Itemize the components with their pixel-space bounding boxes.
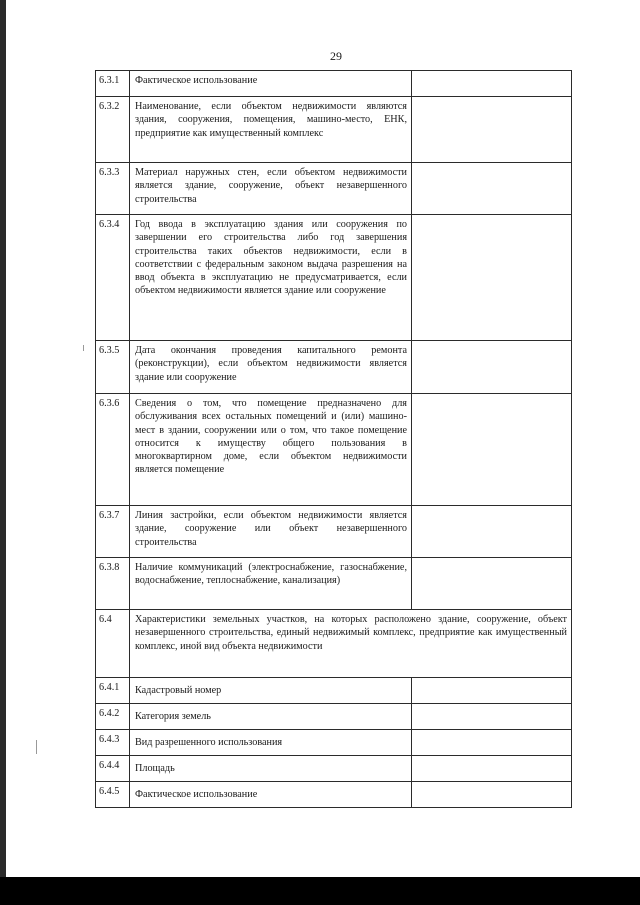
- table-row: [96, 704, 572, 730]
- row-number: 6.3.8: [96, 558, 130, 610]
- scan-left-edge: [0, 0, 6, 905]
- row-value: [412, 163, 572, 215]
- row-number: 6.4.4: [96, 756, 130, 782]
- row-label: Наименование, если объектом недвижимости являются здания, сооружения, помещения, машино-место, ЕНК, предприятие как имущественный комплекс: [130, 97, 412, 163]
- row-label: Площадь: [130, 756, 412, 782]
- row-number: 6.3.5: [96, 341, 130, 394]
- row-label: Категория земель: [130, 704, 412, 730]
- table-row: [96, 163, 572, 215]
- row-label: Линия застройки, если объектом недвижимости является здание, сооружение или объект незавершенного строительства: [130, 506, 412, 558]
- row-label: Фактическое использование: [130, 782, 412, 808]
- row-label: Год ввода в эксплуатацию здания или сооружения по завершении его строительства либо год завершения строительства таких объектов недвижимости, если в соответствии с федеральным законом выдача разрешения на ввод объекта в эксплуатацию не предусматривается, если объектом недвижимости является здание или сооружение: [130, 215, 412, 341]
- row-number: 6.3.3: [96, 163, 130, 215]
- row-label: Материал наружных стен, если объектом недвижимости является здание, сооружение, объект незавершенного строительства: [130, 163, 412, 215]
- table-row: [96, 341, 572, 394]
- row-value: [412, 558, 572, 610]
- scan-mark: [83, 345, 84, 351]
- section-heading: Характеристики земельных участков, на которых расположено здание, сооружение, объект незавершенного строительства, единый недвижимый комплекс, предприятие как имущественный комплекс, иной вид объекта недвижимости: [130, 610, 572, 678]
- document-table-container: [95, 70, 572, 808]
- row-label: Кадастровый номер: [130, 678, 412, 704]
- row-number: 6.4.1: [96, 678, 130, 704]
- row-value: [412, 506, 572, 558]
- document-table: [95, 70, 572, 808]
- row-value: [412, 394, 572, 506]
- row-value: [412, 756, 572, 782]
- table-row: [96, 558, 572, 610]
- row-number: 6.3.2: [96, 97, 130, 163]
- row-number: 6.4: [96, 610, 130, 678]
- row-number: 6.3.4: [96, 215, 130, 341]
- table-row: [96, 610, 572, 678]
- row-value: [412, 678, 572, 704]
- table-row: [96, 730, 572, 756]
- row-value: [412, 341, 572, 394]
- table-row: [96, 394, 572, 506]
- table-row: [96, 756, 572, 782]
- row-number: 6.3.7: [96, 506, 130, 558]
- page-number: 29: [330, 49, 342, 63]
- row-label: Фактическое использование: [130, 71, 412, 97]
- row-value: [412, 215, 572, 341]
- row-label: Наличие коммуникаций (электроснабжение, газоснабжение, водоснабжение, теплоснабжение, канализация): [130, 558, 412, 610]
- table-row: [96, 71, 572, 97]
- row-number: 6.4.2: [96, 704, 130, 730]
- row-label: Вид разрешенного использования: [130, 730, 412, 756]
- row-label: Сведения о том, что помещение предназначено для обслуживания всех остальных помещений и (или) машино-мест в здании, сооружении или о том, что такое помещение относится к имуществу общего пользования в многоквартирном доме, если объектом недвижимости является помещение: [130, 394, 412, 506]
- row-value: [412, 97, 572, 163]
- table-row: [96, 97, 572, 163]
- table-row: [96, 506, 572, 558]
- table-row: [96, 215, 572, 341]
- scan-mark: [36, 740, 37, 754]
- row-number: 6.3.6: [96, 394, 130, 506]
- row-number: 6.4.5: [96, 782, 130, 808]
- row-value: [412, 782, 572, 808]
- scan-bottom-band: [0, 877, 640, 905]
- row-value: [412, 730, 572, 756]
- table-row: [96, 678, 572, 704]
- row-label: Дата окончания проведения капитального ремонта (реконструкции), если объектом недвижимости является здание или сооружение: [130, 341, 412, 394]
- row-number: 6.3.1: [96, 71, 130, 97]
- row-value: [412, 704, 572, 730]
- row-number: 6.4.3: [96, 730, 130, 756]
- row-value: [412, 71, 572, 97]
- table-row: [96, 782, 572, 808]
